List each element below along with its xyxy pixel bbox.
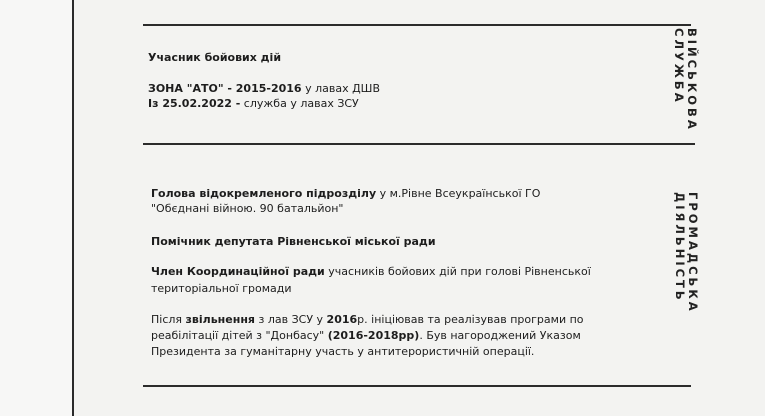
military-side-label-1: ВІЙСЬКОВА xyxy=(685,28,699,132)
civic-item-head-of-unit xyxy=(151,186,540,201)
civic-item-community: територіальної громади xyxy=(151,282,292,295)
page-margin xyxy=(0,0,72,416)
page-edge-line xyxy=(72,0,74,416)
military-heading: Учасник бойових дій xyxy=(148,51,282,64)
para-text: Після xyxy=(151,313,186,326)
para-text: р. ініціював та реалізував програми по xyxy=(357,313,584,326)
bottom-divider xyxy=(143,385,691,387)
ato-period: ЗОНА "АТО" - 2015-2016 xyxy=(148,82,302,95)
civic-side-label-1: ГРОМАДСЬКА xyxy=(686,192,700,314)
civic-paragraph-line-2 xyxy=(151,328,581,343)
council-member-title: Член Координаційної ради xyxy=(151,265,325,278)
para-bold-years: (2016-2018рр) xyxy=(327,329,420,342)
head-of-unit-org: у м.Рівне Всеукраїнської ГО xyxy=(376,187,541,200)
military-line-ato xyxy=(148,81,380,96)
civic-item-org-name: "Обєднані війною. 90 батальйон" xyxy=(151,202,344,215)
civic-paragraph-line-3: Президента за гуманітарну участь у антитерористичній операції. xyxy=(151,345,535,358)
council-member-desc: учасників бойових дій при голові Рівненської xyxy=(324,265,591,278)
para-bold-year: 2016 xyxy=(326,313,358,326)
para-text: з лав ЗСУ у xyxy=(255,313,327,326)
military-side-label xyxy=(672,28,698,143)
para-text: . Був нагороджений Указом xyxy=(419,329,581,342)
top-divider xyxy=(143,24,691,26)
zsu-date: Із 25.02.2022 - xyxy=(148,97,241,110)
middle-divider xyxy=(143,143,695,145)
zsu-service: служба у лавах ЗСУ xyxy=(240,97,359,110)
para-bold-discharge: звільнення xyxy=(185,313,255,326)
ato-unit: у лавах ДШВ xyxy=(301,82,380,95)
military-side-label-2: СЛУЖБА xyxy=(672,28,686,105)
civic-side-label-2: ДІЯЛЬНІСТЬ xyxy=(673,192,687,303)
civic-item-deputy-assistant: Помічник депутата Рівненської міської ради xyxy=(151,235,436,248)
civic-side-label xyxy=(673,192,699,332)
head-of-unit-title: Голова відокремленого підрозділу xyxy=(151,187,377,200)
military-line-zsu xyxy=(148,96,359,111)
civic-paragraph-line-1 xyxy=(151,312,584,327)
civic-item-council-member xyxy=(151,264,591,279)
para-text: реабілітації дітей з "Донбасу" xyxy=(151,329,328,342)
